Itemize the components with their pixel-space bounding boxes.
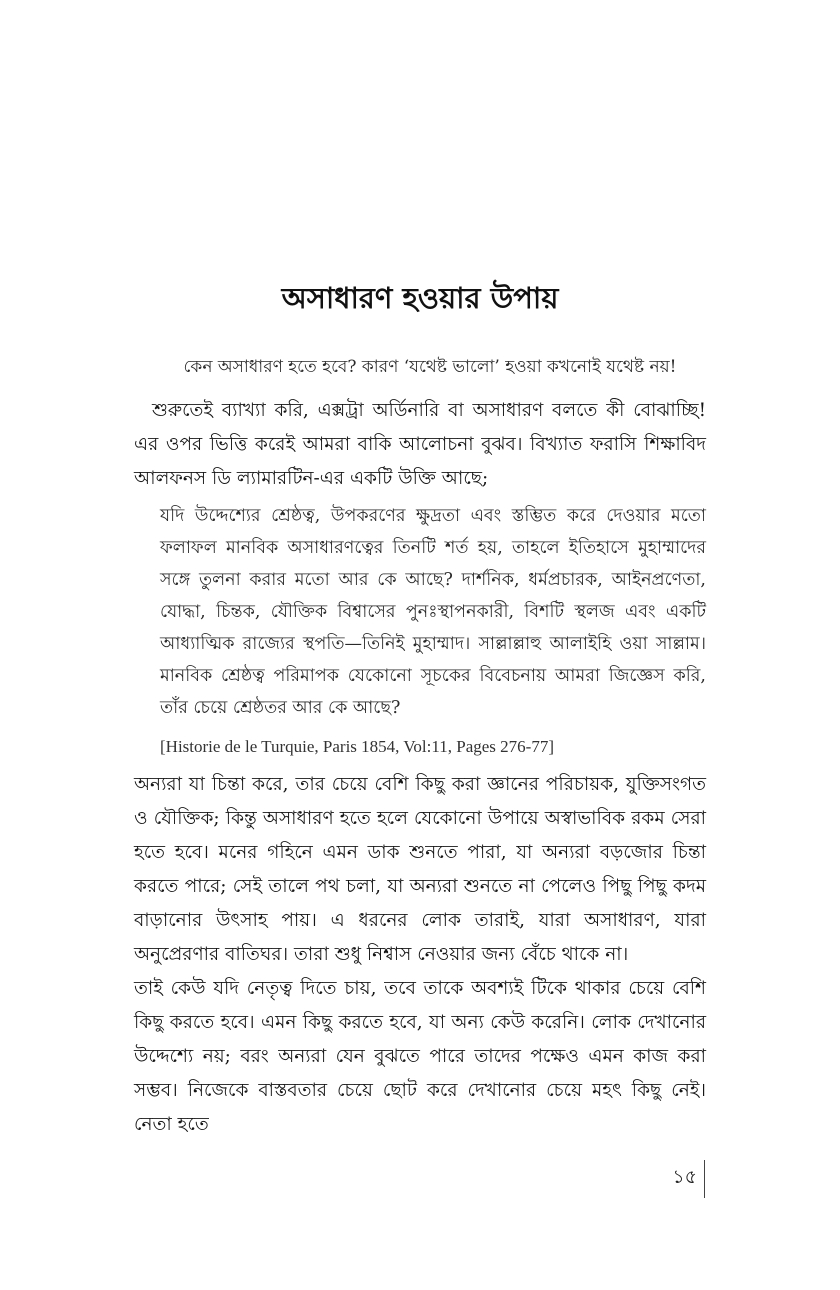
- block-quote: যদি উদ্দেশ্যের শ্রেষ্ঠত্ব, উপকরণের ক্ষুদ্রতা এবং স্তম্ভিত করে দেওয়ার মতো ফলাফল মানবিক অসাধারণত্বের তিনটি শর্ত হয়, তাহলে ইতিহাসে মুহাম্মাদের সঙ্গে তুলনা করার মতো আর কে আছে? দার্শনিক, ধর্মপ্রচারক, আইনপ্রণেতা, যোদ্ধা, চিন্তক, যৌক্তিক বিশ্বাসের পুনঃস্থাপনকারী, বিশটি স্থলজ এবং একটি আধ্যাত্মিক রাজ্যের স্থপতি—তিনিই মুহাম্মাদ। সাল্লাল্লাহু আলাইহি ওয়া সাল্লাম। মানবিক শ্রেষ্ঠত্ব পরিমাপক যেকোনো সূচকের বিবেচনায় আমরা জিজ্ঞেস করি, তাঁর চেয়ে শ্রেষ্ঠতর আর কে আছে?: [160, 506, 706, 718]
- body-paragraph-3: তাই কেউ যদি নেতৃত্ব দিতে চায়, তবে তাকে অবশ্যই টিকে থাকার চেয়ে বেশি কিছু করতে হবে। এমন কিছু করতে হবে, যা অন্য কেউ করেনি। লোক দেখানোর উদ্দেশ্যে নয়; বরং অন্যরা যেন বুঝতে পারে তাদের পক্ষেও এমন কাজ করা সম্ভব। নিজেকে বাস্তবতার চেয়ে ছোট করে দেখানোর চেয়ে মহৎ কিছু নেই। নেতা হতে: [134, 978, 706, 1135]
- body-paragraph-2: অন্যরা যা চিন্তা করে, তার চেয়ে বেশি কিছু করা জ্ঞানের পরিচায়ক, যুক্তিসংগত ও যৌক্তিক; কিন্তু অসাধারণ হতে হলে যেকোনো উপায়ে অস্বাভাবিক রকম সেরা হতে হবে। মনের গহিনে এমন ডাক শুনতে পারা, যা অন্যরা বড়জোর চিন্তা করতে পারে; সেই তালে পথ চলা, যা অন্যরা শুনতে না পেলেও পিছু পিছু কদম বাড়ানোর উৎসাহ পায়। এ ধরনের লোক তারাই, যারা অসাধারণ, যারা অনুপ্রেরণার বাতিঘর। তারা শুধু নিশ্বাস নেওয়ার জন্য বেঁচে থাকে না।: [134, 774, 706, 965]
- body-paragraph-1: শুরুতেই ব্যাখ্যা করি, এক্সট্রা অর্ডিনারি বা অসাধারণ বলতে কী বোঝাচ্ছি! এর ওপর ভিত্তি করেই আমরা বাকি আলোচনা বুঝব। বিখ্যাত ফরাসি শিক্ষাবিদ আলফনস ডি ল্যামারটিন-এর একটি উক্তি আছে;: [134, 400, 706, 489]
- chapter-title: অসাধারণ হওয়ার উপায়: [281, 281, 559, 315]
- page-number: ১৫: [672, 1166, 697, 1188]
- quote-citation: [Historie de le Turquie, Paris 1854, Vol:11, Pages 276-77]: [160, 737, 554, 756]
- page-number-rule: [704, 1160, 705, 1198]
- chapter-epigraph: কেন অসাধারণ হতে হবে? কারণ ‘যথেষ্ট ভালো’ হওয়া কখনোই যথেষ্ট নয়!: [183, 357, 677, 377]
